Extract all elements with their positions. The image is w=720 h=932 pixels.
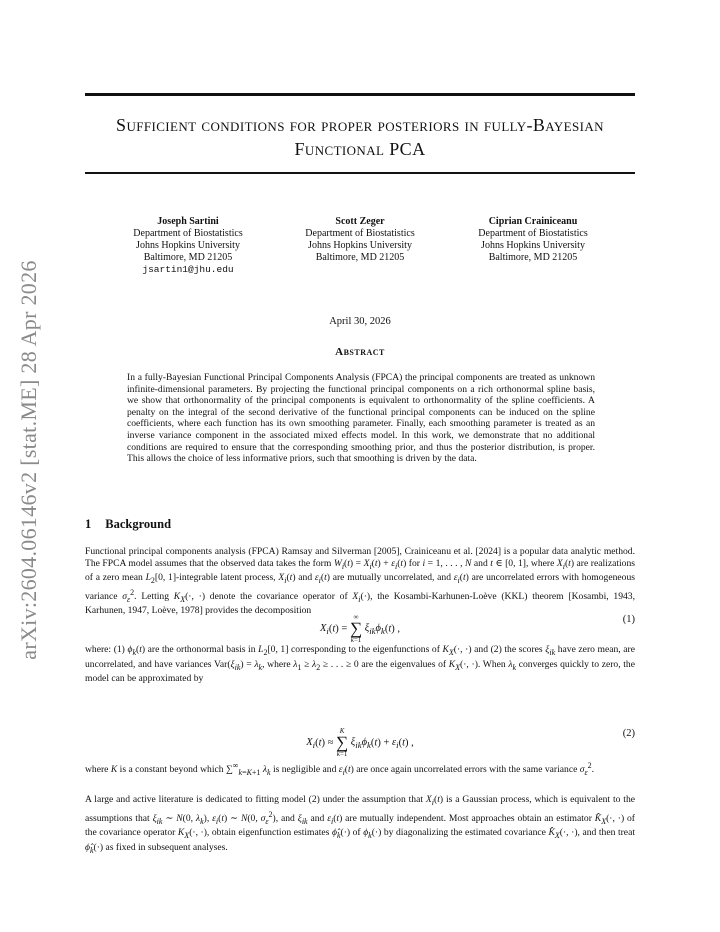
title-rule-top (85, 93, 635, 96)
author-city: Baltimore, MD 21205 (488, 252, 578, 263)
paragraph: Functional principal components analysis (FPCA) Ramsay and Silverman [2005], Crainiceanu et al. [2024] is a popular data analytic method. The FPCA model assumes that the observed data takes the form $W_i(t) = X_i(t) + \varepsilon_i(t)$ for i = 1, . . . , N and t ∈ [0, 1], where $X_i(t)$ are realizations of a zero mean $L_2[0$, 1]-integrable latent process, $X_i(t)$ and $\varepsilon_i(t)$ are mutually uncorrelated, and $\varepsilon_i(t)$ are uncorrelated errors with homogeneous variance $\sigma_\varepsilon^2$. Letting $K_X(\cdot$, ·) denote the covariance operator of $X_i(\cdot)$, the Kosambi-Karhunen-Loève (KKL) theorem [Kosambi, 1943, Karhunen, 1947, Loève, 1978] provides the decomposition (85, 546, 635, 617)
equation-number: (2) (622, 728, 635, 739)
equation-number: (1) (622, 614, 635, 625)
title-rule-bottom (85, 172, 635, 174)
author-dept: Department of Biostatistics (478, 228, 588, 239)
author-name: Ciprian Crainiceanu (488, 216, 578, 227)
author-univ: Johns Hopkins University (136, 240, 240, 251)
author-block (103, 216, 273, 276)
author-email[interactable]: jsartin1@jhu.edu (142, 264, 234, 275)
paper-date: April 30, 2026 (329, 316, 391, 327)
section-heading (85, 517, 171, 532)
paper-title: Sufficient conditions for proper posteriors in fully-Bayesian Functional PCA (116, 115, 604, 159)
arxiv-identifier: arXiv:2604.06146v2 [stat.ME] 28 Apr 2026 (16, 260, 41, 660)
author-city: Baltimore, MD 21205 (143, 252, 233, 263)
paragraph: where: (1) $\phi_k(t)$ are the orthonormal basis in $L_2[0$, 1] corresponding to the eigenfunctions of $K_X(\cdot$, ·) and (2) the scores $\xi_{ik}$ have zero mean, are uncorrelated, and have variances $Var(\xi_{ik}) = \lambda_k$, where $\lambda_1 \ge \lambda_2$ ≥ . . . ≥ 0 are the eigenvalues of $K_X(\cdot$, ·). When $\lambda_k$ converges quickly to zero, the model can be approximated by (85, 644, 635, 684)
section-title: Background (105, 517, 172, 531)
author-block (448, 216, 618, 264)
section-number: 1 (85, 517, 92, 531)
author-city: Baltimore, MD 21205 (315, 252, 405, 263)
author-name: Scott Zeger (335, 216, 385, 227)
author-univ: Johns Hopkins University (481, 240, 585, 251)
author-name: Joseph Sartini (157, 216, 219, 227)
abstract-text: In a fully-Bayesian Functional Principal Components Analysis (FPCA) the principal components are treated as unknown infinite-dimensional parameters. By projecting the functional principal components on a rich orthonormal spline basis, we show that orthonormality of the principal components is equivalent to orthonormality of the spline coefficients. A penalty on the integral of the second derivative of the functional principal components can be induced on the spline coefficients, where each function has its own smoothing parameter. Finally, each smoothing parameter is treated as an inverse variance component in the associated mixed effects model. In this work, we demonstrate that no additional conditions are required to ensure that the corresponding smoothing prior, and thus the posterior distribution, is proper. This allows the choice of less informative priors, such that smoothing is driven by the data. (127, 372, 595, 465)
author-dept: Department of Biostatistics (133, 228, 243, 239)
paragraph: where K is a constant beyond which $\sum^\infty_{k=K+1}$ $\lambda_k$ is negligible and $\varepsilon_i(t)$ are once again uncorrelated errors with the same variance $\sigma_\varepsilon^2$. (85, 761, 595, 778)
author-dept: Department of Biostatistics (305, 228, 415, 239)
author-univ: Johns Hopkins University (308, 240, 412, 251)
paragraph: A large and active literature is dedicated to fitting model (2) under the assumption that $X_i(t)$ is a Gaussian process, which is equivalent to the assumptions that $\xi_{ik}$ ∼ N(0, $\lambda_k$), $\varepsilon_i(t)$ ∼ N(0, $\sigma_\varepsilon^2$), and $\xi_{ik}$ and $\varepsilon_i(t)$ are mutually independent. Most approaches obtain an estimator $K̂_X(\cdot$, ·) of the covariance operator $K_X(\cdot$, ·), obtain eigenfunction estimates $\phî_k(\cdot)$ of $\phi_k(\cdot)$ by diagonalizing the estimated covariance $K̂_X(\cdot$, ·), and then treat $\phî_k(\cdot)$ as fixed in subsequent analyses. (85, 794, 636, 855)
abstract-heading: Abstract (335, 346, 385, 358)
author-block (275, 216, 445, 264)
